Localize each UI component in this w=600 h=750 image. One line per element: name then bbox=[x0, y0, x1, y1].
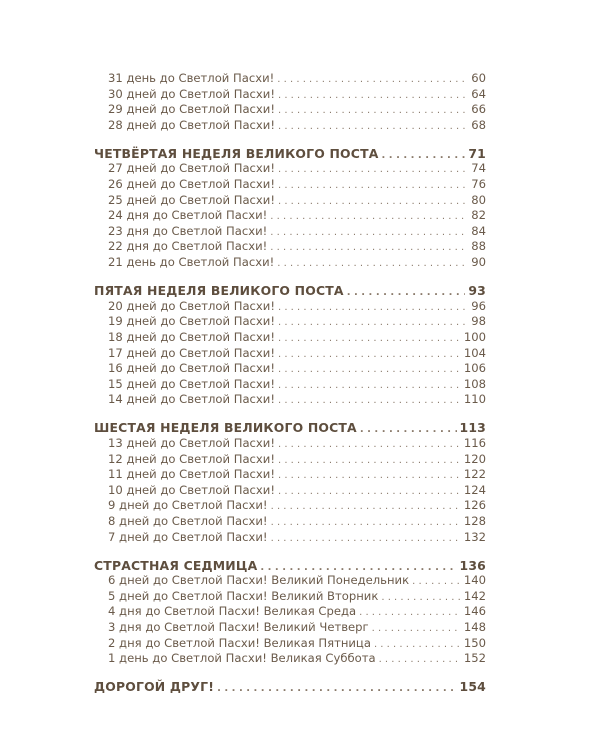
toc-entry-title: 31 день до Светлой Пасхи! bbox=[108, 71, 275, 85]
toc-page-number: 136 bbox=[459, 557, 486, 573]
toc-page-number: 98 bbox=[471, 314, 486, 329]
dot-leader bbox=[278, 452, 461, 469]
toc-page-number: 71 bbox=[468, 145, 486, 161]
toc-entry-title: 6 дней до Светлой Пасхи! Великий Понедельник bbox=[108, 573, 410, 588]
dot-leader bbox=[412, 573, 461, 590]
toc-entry[interactable] bbox=[94, 361, 486, 377]
toc-entry-title: 12 дней до Светлой Пасхи! bbox=[108, 451, 275, 466]
toc-page-number: 93 bbox=[468, 283, 486, 299]
dot-leader bbox=[270, 239, 465, 256]
toc-section-entry[interactable] bbox=[94, 679, 486, 695]
toc-page-number: 113 bbox=[459, 420, 486, 436]
toc-entry-title: ДОРОГОЙ ДРУГ! bbox=[94, 679, 215, 695]
toc-entry-title: 17 дней до Светлой Пасхи! bbox=[108, 345, 275, 360]
toc-entry[interactable] bbox=[94, 346, 486, 362]
toc-page-number: 148 bbox=[463, 620, 486, 634]
toc-page-number: 64 bbox=[471, 86, 486, 101]
toc-entry[interactable] bbox=[94, 71, 486, 87]
toc-page-number: 108 bbox=[463, 376, 486, 391]
table-of-contents bbox=[94, 71, 486, 695]
toc-page-number: 120 bbox=[463, 451, 486, 466]
dot-leader bbox=[278, 118, 465, 135]
toc-entry[interactable] bbox=[94, 208, 486, 224]
toc-section-entry[interactable] bbox=[94, 283, 486, 299]
toc-entry[interactable] bbox=[94, 530, 486, 546]
toc-page-number: 88 bbox=[471, 239, 486, 254]
toc-entry[interactable] bbox=[94, 102, 486, 118]
toc-page-number: 124 bbox=[463, 482, 486, 497]
toc-section-entry[interactable] bbox=[94, 558, 486, 574]
toc-entry[interactable] bbox=[94, 436, 486, 452]
toc-entry-title: 26 дней до Светлой Пасхи! bbox=[108, 177, 275, 192]
toc-page-number: 142 bbox=[463, 588, 486, 603]
toc-entry-title: 23 дня до Светлой Пасхи! bbox=[108, 223, 268, 238]
toc-entry-title: 7 дней до Светлой Пасхи! bbox=[108, 529, 268, 544]
toc-entry-title: 20 дней до Светлой Пасхи! bbox=[108, 298, 275, 313]
toc-entry-title: 16 дней до Светлой Пасхи! bbox=[108, 361, 275, 376]
toc-entry-title: 13 дней до Светлой Пасхи! bbox=[108, 435, 275, 450]
toc-entry[interactable] bbox=[94, 118, 486, 134]
toc-entry-title: ШЕСТАЯ НЕДЕЛЯ ВЕЛИКОГО ПОСТА bbox=[94, 420, 357, 436]
dot-leader bbox=[278, 314, 465, 331]
toc-section-entry[interactable] bbox=[94, 146, 486, 162]
dot-leader bbox=[278, 392, 461, 409]
toc-page-number: 90 bbox=[471, 255, 486, 270]
dot-leader bbox=[271, 530, 461, 547]
toc-entry-title: 21 день до Светлой Пасхи! bbox=[108, 255, 275, 270]
toc-section-entry[interactable] bbox=[94, 420, 486, 436]
toc-entry-title: ПЯТАЯ НЕДЕЛЯ ВЕЛИКОГО ПОСТА bbox=[94, 283, 344, 299]
toc-entry-title: 3 дня до Светлой Пасхи! Великий Четверг bbox=[108, 620, 369, 634]
toc-entry-title: 1 день до Светлой Пасхи! Великая Суббота bbox=[108, 651, 376, 666]
dot-leader bbox=[278, 161, 465, 178]
toc-entry[interactable] bbox=[94, 255, 486, 271]
toc-page-number: 110 bbox=[463, 392, 486, 407]
toc-entry[interactable] bbox=[94, 193, 486, 209]
toc-entry-title: 2 дня до Светлой Пасхи! Великая Пятница bbox=[108, 635, 371, 650]
toc-entry[interactable] bbox=[94, 467, 486, 483]
dot-leader bbox=[359, 604, 461, 621]
toc-entry-title: 9 дней до Светлой Пасхи! bbox=[108, 498, 268, 513]
toc-page-number: 60 bbox=[471, 71, 486, 85]
toc-entry[interactable] bbox=[94, 651, 486, 667]
toc-page-number: 128 bbox=[463, 513, 486, 528]
toc-page-number: 76 bbox=[471, 177, 486, 192]
toc-entry-title: ЧЕТВЁРТАЯ НЕДЕЛЯ ВЕЛИКОГО ПОСТА bbox=[94, 145, 379, 161]
toc-entry[interactable] bbox=[94, 161, 486, 177]
toc-entry[interactable] bbox=[94, 239, 486, 255]
dot-leader bbox=[278, 102, 465, 119]
dot-leader bbox=[270, 208, 465, 225]
toc-page-number: 150 bbox=[463, 635, 486, 650]
dot-leader bbox=[270, 224, 465, 241]
toc-entry[interactable] bbox=[94, 636, 486, 652]
toc-entry[interactable] bbox=[94, 330, 486, 346]
dot-leader bbox=[278, 330, 461, 347]
dot-leader bbox=[372, 620, 461, 637]
toc-page-number: 106 bbox=[463, 361, 486, 376]
toc-page-number: 80 bbox=[471, 192, 486, 207]
dot-leader bbox=[278, 436, 461, 453]
toc-page-number: 68 bbox=[471, 117, 486, 132]
toc-entry-title: 22 дня до Светлой Пасхи! bbox=[108, 239, 268, 254]
dot-leader bbox=[278, 377, 461, 394]
dot-leader bbox=[278, 467, 461, 484]
toc-entry-title: 4 дня до Светлой Пасхи! Великая Среда bbox=[108, 604, 357, 619]
dot-leader bbox=[277, 255, 465, 272]
dot-leader bbox=[374, 636, 461, 653]
toc-entry-title: 15 дней до Светлой Пасхи! bbox=[108, 376, 275, 391]
toc-page-number: 104 bbox=[463, 345, 486, 360]
toc-page-number: 122 bbox=[463, 467, 486, 482]
toc-page-number: 66 bbox=[471, 102, 486, 117]
toc-entry[interactable] bbox=[94, 224, 486, 240]
dot-leader bbox=[217, 679, 456, 697]
toc-entry[interactable] bbox=[94, 392, 486, 408]
toc-entry[interactable] bbox=[94, 87, 486, 103]
toc-entry-title: 5 дней до Светлой Пасхи! Великий Вторник bbox=[108, 588, 379, 603]
toc-entry-title: 18 дней до Светлой Пасхи! bbox=[108, 329, 275, 344]
toc-entry-title: 19 дней до Светлой Пасхи! bbox=[108, 314, 275, 329]
toc-entry-title: 10 дней до Светлой Пасхи! bbox=[108, 482, 275, 497]
toc-page-number: 140 bbox=[463, 573, 486, 588]
toc-page-number: 96 bbox=[471, 298, 486, 313]
toc-entry[interactable] bbox=[94, 514, 486, 530]
toc-entry[interactable] bbox=[94, 452, 486, 468]
dot-leader bbox=[278, 193, 465, 210]
toc-entry[interactable] bbox=[94, 299, 486, 315]
toc-entry-title: 11 дней до Светлой Пасхи! bbox=[108, 467, 275, 482]
dot-leader bbox=[278, 483, 461, 500]
toc-entry[interactable] bbox=[94, 498, 486, 514]
toc-entry[interactable] bbox=[94, 589, 486, 605]
toc-entry-title: 25 дней до Светлой Пасхи! bbox=[108, 192, 275, 207]
toc-entry-title: 8 дней до Светлой Пасхи! bbox=[108, 513, 268, 528]
toc-entry-title: СТРАСТНАЯ СЕДМИЦА bbox=[94, 557, 258, 573]
toc-entry[interactable] bbox=[94, 604, 486, 620]
toc-entry-title: 29 дней до Светлой Пасхи! bbox=[108, 102, 275, 117]
toc-entry[interactable] bbox=[94, 314, 486, 330]
toc-entry-title: 28 дней до Светлой Пасхи! bbox=[108, 117, 275, 132]
dot-leader bbox=[379, 651, 461, 668]
dot-leader bbox=[271, 498, 461, 515]
toc-page-number: 146 bbox=[463, 604, 486, 619]
dot-leader bbox=[277, 71, 465, 88]
toc-entry[interactable] bbox=[94, 483, 486, 499]
toc-entry[interactable] bbox=[94, 620, 486, 636]
toc-page-number: 82 bbox=[471, 208, 486, 223]
dot-leader bbox=[278, 87, 465, 104]
toc-page-number: 154 bbox=[459, 679, 486, 695]
toc-entry[interactable] bbox=[94, 573, 486, 589]
toc-page-number: 152 bbox=[463, 651, 486, 666]
dot-leader bbox=[278, 177, 465, 194]
toc-page-number: 126 bbox=[463, 498, 486, 513]
dot-leader bbox=[278, 346, 461, 363]
toc-page-number: 84 bbox=[471, 223, 486, 238]
toc-page-number: 74 bbox=[471, 161, 486, 176]
toc-entry-title: 14 дней до Светлой Пасхи! bbox=[108, 392, 275, 407]
dot-leader bbox=[278, 361, 461, 378]
toc-entry-title: 24 дня до Светлой Пасхи! bbox=[108, 208, 268, 223]
toc-page-number: 116 bbox=[463, 435, 486, 450]
toc-entry-title: 30 дней до Светлой Пасхи! bbox=[108, 86, 275, 101]
toc-page-number: 100 bbox=[463, 329, 486, 344]
toc-entry[interactable] bbox=[94, 377, 486, 393]
toc-entry[interactable] bbox=[94, 177, 486, 193]
toc-page-number: 132 bbox=[463, 529, 486, 544]
toc-entry-title: 27 дней до Светлой Пасхи! bbox=[108, 161, 275, 176]
dot-leader bbox=[271, 514, 461, 531]
dot-leader bbox=[381, 589, 461, 606]
dot-leader bbox=[278, 299, 465, 316]
